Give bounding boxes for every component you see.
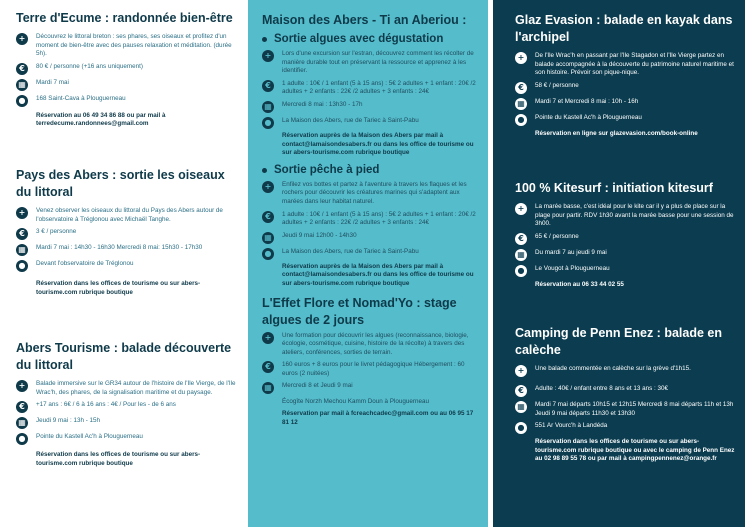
location-pin-icon: ● — [515, 114, 527, 126]
euro-icon: € — [16, 401, 28, 413]
plus-icon: + — [16, 380, 28, 392]
section-title: Abers Tourisme : balade découverte du littoral — [16, 341, 232, 372]
info-date — [262, 382, 480, 394]
column-left — [0, 0, 245, 527]
info-price — [16, 228, 236, 240]
reservation-text: Réservation dans les offices de tourisme ou sur abers-tourisme.com rubrique boutique ou avec le camping de Penn Enez au 02 98 89 55 78 ou par mail à campingpennenez@orange.fr — [535, 438, 735, 463]
date-text: Jeudi 9 mai : 13h - 15h — [36, 417, 101, 425]
plus-icon: + — [16, 207, 28, 219]
info-description — [16, 207, 236, 224]
section-title: Terre d'Ecume : randonnée bien-être — [16, 11, 233, 25]
reservation-text: Réservation auprès de la Maison des Abers par mail à contact@lamaisondesabers.fr ou dans les office de tourisme ou sur abers-tourisme.com rubrique boutique — [282, 262, 474, 287]
calendar-icon: ▦ — [262, 382, 274, 394]
info-date — [262, 232, 480, 244]
euro-icon: € — [515, 385, 527, 397]
info-date — [515, 249, 737, 261]
price-text: +17 ans : 6€ / 6 à 16 ans : 4€ / Pour les - de 6 ans — [36, 401, 176, 409]
reservation-text: Réservation au 06 33 44 02 55 — [535, 280, 624, 288]
info-place — [262, 117, 480, 129]
info-price — [262, 80, 480, 97]
place-text: Le Vougot à Plouguerneau — [535, 264, 610, 272]
date-text: Mercredi 8 mai : 13h30 - 17h — [282, 100, 363, 108]
section-kitesurf — [515, 180, 737, 289]
calendar-icon: ▦ — [262, 232, 274, 244]
info-price — [262, 211, 480, 228]
section-penn-enez — [515, 325, 737, 464]
price-text: 80 € / personne (+16 ans uniquement) — [36, 62, 143, 70]
column-middle — [248, 0, 488, 527]
calendar-icon: ▦ — [16, 417, 28, 429]
reservation-text: Réservation dans les offices de tourisme ou sur abers-tourisme.com rubrique boutique — [36, 280, 201, 296]
section-glaz-evasion — [515, 12, 737, 138]
plus-icon: + — [515, 203, 527, 215]
price-text: 3 € / personne — [36, 228, 77, 236]
info-place — [16, 95, 236, 107]
place-text: La Maison des Abers, rue de Tariec à Saint-Pabu — [282, 247, 419, 255]
section-title: Glaz Evasion : balade en kayak dans l'archipel — [515, 13, 733, 44]
plus-icon: + — [515, 365, 527, 377]
plus-icon: + — [16, 33, 28, 45]
info-description — [16, 380, 236, 397]
info-price — [515, 385, 737, 397]
euro-icon: € — [515, 233, 527, 245]
price-text: 1 adulte : 10€ / 1 enfant (5 à 15 ans) : 5€ 2 adultes + 1 enfant : 20€ /2 adultes + 2 enfants : 22€ /2 adultes + 3 enfants : 24€ — [282, 210, 476, 227]
info-price — [515, 82, 737, 94]
info-place — [262, 248, 480, 260]
section-pays-des-abers — [16, 167, 236, 297]
location-pin-icon: ● — [262, 117, 274, 129]
section-terre-decume — [16, 10, 236, 129]
location-pin-icon: ● — [16, 95, 28, 107]
euro-icon: € — [262, 211, 274, 223]
location-pin-icon: ● — [262, 248, 274, 260]
section-maison-des-abers — [262, 12, 480, 427]
calendar-icon: ▦ — [515, 98, 527, 110]
section-title-effet-flore: L'Effet Flore et Nomad'Yo : stage algues de 2 jours — [262, 295, 457, 327]
reservation-text: Réservation dans les offices de tourisme ou sur abers-tourisme.com rubrique boutique — [36, 451, 201, 467]
location-pin-icon: ● — [515, 265, 527, 277]
place-text: Devant l'observatoire de Tréglonou — [36, 260, 134, 268]
info-place — [515, 422, 737, 434]
place-text: Écogîte Norzh Mechou Kamm Doun à Plouguerneau — [282, 398, 430, 406]
plus-icon: + — [262, 332, 274, 344]
plus-icon: + — [262, 181, 274, 193]
calendar-icon: ▦ — [16, 79, 28, 91]
reservation-text: Réservation par mail à fcreachcadec@gmail.com ou au 06 95 17 81 12 — [282, 410, 474, 426]
price-text: Adulte : 40€ / enfant entre 8 ans et 13 ans : 30€ — [535, 385, 669, 392]
info-date — [16, 244, 236, 256]
price-text: 1 adulte : 10€ / 1 enfant (5 à 15 ans) : 5€ 2 adultes + 1 enfant : 20€ /2 adultes + 2 enfants : 22€ /2 adultes + 3 enfants : 24€ — [282, 79, 476, 96]
reservation-text: Réservation auprès de la Maison des Abers par mail à contact@lamaisondesabers.fr ou dans les office de tourisme ou sur abers-tourisme.com rubrique boutique — [282, 131, 474, 157]
price-text: 160 euros + 8 euros pour le livret pédagogique Hébergement : 60 euros (2 nuitées) — [282, 361, 465, 377]
reservation-text: Réservation au 06 49 34 86 88 ou par mail à terredecume.randonnees@gmail.com — [36, 111, 166, 128]
description-text: Une formation pour découvrir les algues (reconnaissance, biologie, écologie, cosmétique, cuisine, histoire de la récolte) à travers des ateliers, conférences, sorties de terrain. — [282, 331, 469, 356]
info-date — [16, 417, 236, 429]
plus-icon: + — [262, 50, 274, 62]
description-text: Une balade commentée en calèche sur la grève d'1h15. — [535, 365, 691, 372]
info-description — [16, 33, 236, 59]
info-price — [515, 233, 737, 245]
date-text: Mercredi 8 et Jeudi 9 mai — [282, 382, 353, 390]
place-text: Pointe du Kastell Ac'h à Plouguerneau — [36, 433, 143, 441]
info-description — [262, 50, 480, 76]
date-text: Mardi 7 mai départs 10h15 et 12h15 Mercredi 8 mai départs 11h et 13h Jeudi 9 mai départs 11h30 et 13h30 — [535, 401, 734, 417]
info-date — [262, 101, 480, 113]
reservation-text: Réservation en ligne sur glazevasion.com/book-online — [535, 129, 698, 137]
calendar-icon: ▦ — [16, 244, 28, 256]
column-right — [493, 0, 745, 527]
place-text: Pointe du Kastell Ac'h à Plouguerneau — [535, 113, 642, 121]
description-text: Découvrez le littoral breton : ses phares, ses oiseaux et profitez d'un moment de bien-être avec des pauses relaxation et méditation. (durée 5h). — [36, 33, 232, 58]
date-text: Du mardi 7 au jeudi 9 mai — [535, 248, 607, 256]
info-date — [515, 401, 737, 418]
bullet-dot — [262, 168, 267, 173]
calendar-icon: ▦ — [262, 101, 274, 113]
info-price — [16, 401, 236, 413]
info-date — [16, 79, 236, 91]
place-text: La Maison des Abers, rue de Tariec à Saint-Pabu — [282, 116, 419, 124]
date-text: Mardi 7 mai : 14h30 - 16h30 Mercredi 8 mai: 15h30 - 17h30 — [36, 244, 203, 252]
subsection-peche-heading — [262, 163, 480, 178]
section-title: Pays des Abers : sortie les oiseaux du littoral — [16, 168, 225, 199]
info-price — [262, 361, 480, 378]
plus-icon: + — [515, 52, 527, 64]
place-text: 551 Ar Vourc'h à Landéda — [535, 422, 608, 430]
subsection-title: Sortie pêche à pied — [274, 163, 380, 176]
subsection-degustation-heading — [262, 32, 480, 47]
calendar-icon: ▦ — [515, 401, 527, 413]
section-title: Maison des Abers - Ti an Aberiou : — [262, 13, 467, 27]
description-text: Lors d'une excursion sur l'estran, découvrez comment les récolter de manière durable tout en préservant la ressource et apprenez à les identifier. — [282, 50, 474, 75]
euro-icon: € — [16, 63, 28, 75]
section-title: Camping de Penn Enez : balade en calèche — [515, 326, 722, 357]
price-text: 65 € / personne — [535, 232, 579, 240]
info-description — [262, 332, 480, 358]
calendar-icon: ▦ — [515, 249, 527, 261]
date-text: Jeudi 9 mai 12h00 - 14h30 — [282, 231, 357, 239]
place-text: 168 Saint-Cava à Plouguerneau — [36, 94, 126, 102]
section-title: 100 % Kitesurf : initiation kitesurf — [515, 181, 713, 195]
info-description — [515, 365, 737, 377]
location-pin-icon: ● — [16, 260, 28, 272]
description-text: Venez observer les oiseaux du littoral du Pays des Abers autour de l'observatoire à Tréglonou avec Michaël Tanghe. — [36, 207, 223, 223]
info-description — [515, 52, 737, 78]
description-text: De l'Ile Wrac'h en passant par l'Ile Stagadon et l'Ile Vierge partez en balade accompagnée à la découverte du patrimoine naturel maritime et son histoire. Prévoir son pique-nique. — [535, 52, 734, 77]
info-date — [515, 98, 737, 110]
info-price — [16, 63, 236, 75]
euro-icon: € — [16, 228, 28, 240]
info-place — [515, 114, 737, 126]
description-text: La marée basse, c'est idéal pour le kite car il y a plus de place sur la plage pour partir. RDV 1h30 avant la marée basse pour une session de 3h00. — [535, 203, 734, 228]
info-place — [16, 260, 236, 272]
price-text: 58 € / personne — [535, 81, 579, 89]
section-abers-tourisme — [16, 340, 236, 468]
location-pin-icon: ● — [515, 422, 527, 434]
euro-icon: € — [262, 80, 274, 92]
info-description — [262, 181, 480, 207]
description-text: Balade immersive sur le GR34 autour de l'histoire de l'Ile Vierge, de l'Ile Wrac'h, des phares, de la signalisation maritime et du paysage. — [36, 380, 236, 396]
euro-icon: € — [262, 361, 274, 373]
info-description — [515, 203, 737, 229]
info-place — [515, 265, 737, 277]
subsection-title: Sortie algues avec dégustation — [274, 33, 444, 45]
description-text: Enfilez vos bottes et partez à l'aventure à travers les flaques et les rochers pour découvrir les créatures marines qui s'adaptent aux marées dans leur habitat naturel. — [282, 180, 467, 205]
euro-icon: € — [515, 82, 527, 94]
date-text: Mardi 7 et Mercredi 8 mai : 10h - 16h — [535, 97, 639, 105]
date-text: Mardi 7 mai — [36, 78, 69, 86]
info-place — [16, 433, 236, 445]
bullet-dot — [262, 37, 267, 42]
location-pin-icon: ● — [16, 433, 28, 445]
